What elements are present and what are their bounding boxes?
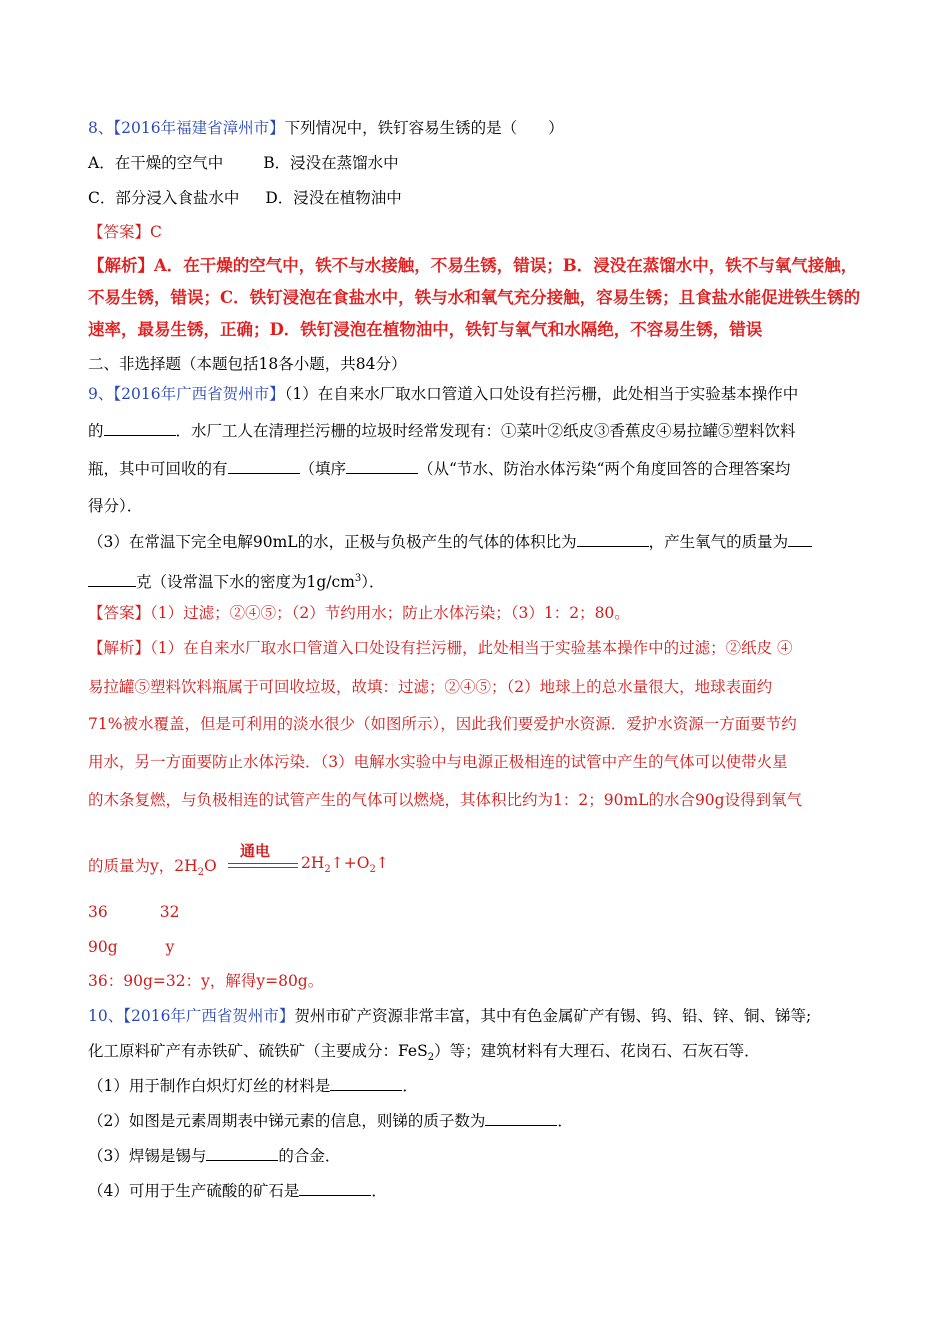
blank [577,532,649,547]
q9-text-2b: ．水厂工人在清理拦污栅的垃圾时经常发现有：①菜叶②纸皮③香蕉皮④易拉罐⑤塑料饮料 [175,422,796,440]
q10-sub-3: （3）焊锡是锡与 的合金． [88,1147,341,1165]
q9-analysis-1: 【解析】（1）在自来水厂取水口管道入口处设有拦污栅，此处相当于实验基本操作中的过滤；②纸皮 ④ [88,639,793,657]
blank [299,1181,371,1196]
q9-line-1 [88,384,798,404]
ratio-row-1: 36 32 [88,903,180,921]
q9-analysis-3: 71%被水覆盖，但是可利用的淡水很少（如图所示），因此我们要爱护水资源．爱护水资源一方面要节约 [88,715,797,733]
q8-analysis-line-1: 【解析】A．在干燥的空气中，铁不与水接触，不易生锈，错误；B．浸没在蒸馏水中，铁不与氧气接触， [88,256,858,275]
blank [104,421,176,436]
q8-options-ab [88,153,399,173]
equation-rhs: $2H_2↑+O_2↑$ [301,854,389,876]
q8-option-d: D．浸没在植物油中 [265,189,402,207]
section-heading: 二、非选择题（本题包括18各小题，共84分） [88,355,407,373]
q9-answer-label: 【答案】 [88,604,151,622]
blank [346,459,418,474]
blank [788,532,812,547]
blank [485,1111,557,1126]
q8-answer-label: 【答案】 [88,223,151,241]
q9-text-5b: ，产生氧气的质量为 [648,533,789,551]
q8-option-a: A．在干燥的空气中 [88,154,224,172]
q10-line-1 [88,1006,811,1026]
q8-analysis-line-3: 速率，最易生锈，正确；D．铁钉浸泡在植物油中，铁钉与氧气和水隔绝，不容易生锈，错误 [88,320,763,339]
blank [228,459,300,474]
blank [330,1076,402,1091]
q9-text-3a: 瓶，其中可回收的有 [88,460,228,478]
q9-answer [88,603,630,623]
equation-lhs: 的质量为y，$2H_2O$ [88,857,217,879]
reaction-condition: 通电 [240,842,271,860]
q9-line-3 [88,459,790,479]
q8-stem-line [88,118,564,138]
q8-options-cd [88,188,402,208]
blank [88,572,136,587]
q9-text-2a: 的 [88,422,104,440]
q9-line-4: 得分）． [88,497,143,515]
q8-source: 【2016年福建省漳州市】 [113,119,285,137]
q10-text-1: 贺州市矿产资源非常丰富，其中有色金属矿产有锡、钨、铅、锌、铜、锑等; [294,1007,812,1025]
q9-number: 9、 [88,385,114,403]
q9-analysis-5: 的木条复燃，与负极相连的试管产生的气体可以燃烧，其体积比约为1：2；90mL的水合90g设得到氧气 [88,791,803,809]
ratio-solution: 36：90g=32：y，解得y=80g。 [88,972,324,990]
q9-text-3c: （从“节水、防治水体污染“两个角度回答的合理答案均 [418,460,791,478]
q10-sub-1: （1）用于制作白炽灯灯丝的材料是 ． [88,1077,418,1095]
q8-analysis-line-2: 不易生锈，错误；C．铁钉浸泡在食盐水中，铁与水和氧气充分接触，容易生锈；且食盐水能促进铁生锈的 [88,288,861,307]
q9-line-5 [88,532,812,552]
q10-number: 10、 [88,1007,124,1025]
q10-sub-2: （2）如图是元素周期表中锑元素的信息，则锑的质子数为 ． [88,1112,573,1130]
q8-answer [88,222,162,242]
q8-option-b: B．浸没在蒸馏水中 [263,154,399,172]
q8-option-c: C．部分浸入食盐水中 [88,189,240,207]
q9-analysis-4: 用水，另一方面要防止水体污染．（3）电解水实验中与电源正极相连的试管中产生的气体可以使带火星 [88,753,788,771]
q9-analysis-2: 易拉罐⑤塑料饮料瓶属于可回收垃圾，故填：过滤；②④⑤；（2）地球上的总水量很大，地球表面约 [88,678,773,696]
q9-text-6a: 克（设常温下水的密度为1g/cm [136,573,355,592]
blank [206,1146,278,1161]
q8-answer-value: C [150,223,162,241]
q9-text-6b: ）． [361,573,385,592]
q10-sub-4: （4）可用于生产硫酸的矿石是 ． [88,1182,387,1200]
q9-line-6 [88,569,385,592]
q9-answer-value: （1）过滤；②④⑤；（2）节约用水；防止水体污染；（3）1：2；80。 [150,604,630,622]
q8-number: 8、 [88,119,114,137]
q9-text-1: （1）在自来水厂取水口管道入口处设有拦污栅，此处相当于实验基本操作中 [284,385,799,403]
q9-source: 【2016年广西省贺州市】 [113,385,285,403]
q9-text-3b: （填序 [299,460,347,478]
q9-line-2 [88,421,796,441]
electrolysis-equation [88,838,488,878]
reaction-condition-arrow [228,838,298,878]
q9-text-6sup: 3 [354,573,362,584]
q8-stem: 下列情况中，铁钉容易生锈的是（ ） [284,119,564,137]
q10-line-2: 化工原料矿产有赤铁矿、硫铁矿（主要成分：FeS$_2$）等；建筑材料有大理石、花岗石、石灰石等． [88,1042,760,1064]
q10-source: 【2016年广西省贺州市】 [123,1007,295,1025]
q9-text-5a: （3）在常温下完全电解90mL的水，正极与负极产生的气体的体积比为 [88,533,577,551]
ratio-row-2: 90g y [88,938,175,956]
